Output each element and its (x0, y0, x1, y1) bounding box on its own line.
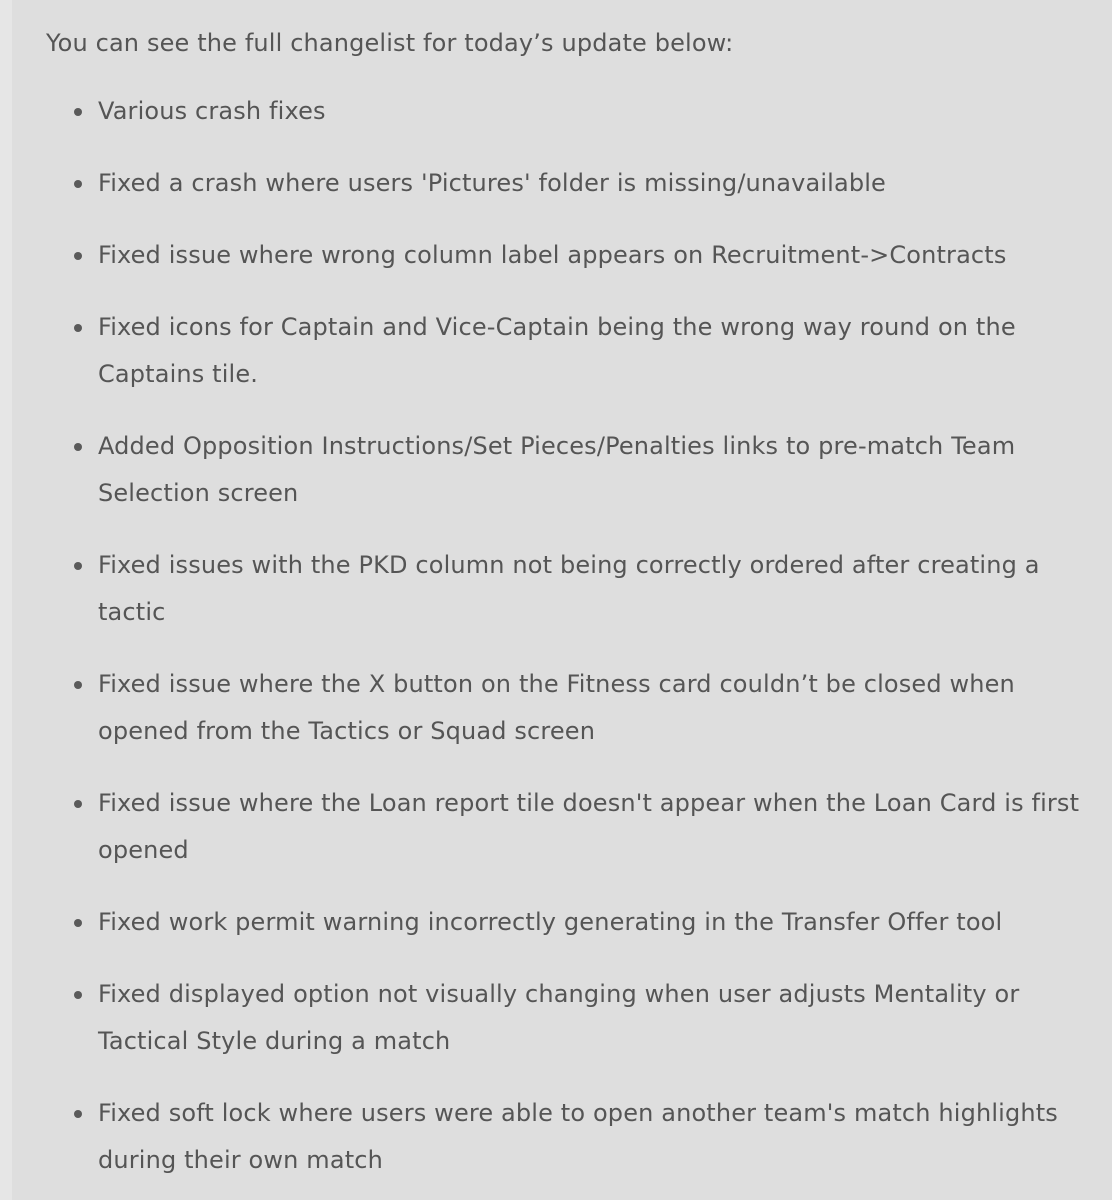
list-item (46, 232, 1096, 279)
bullet-dot-icon (74, 108, 82, 116)
list-item-text: Fixed icons for Captain and Vice-Captain being the wrong way round on the Captains tile. (98, 313, 1016, 388)
list-item-text: Added Opposition Instructions/Set Pieces/Penalties links to pre-match Team Selection screen (98, 432, 1016, 507)
bullet-dot-icon (74, 991, 82, 999)
bullet-dot-icon (74, 1110, 82, 1118)
list-item-text: Fixed a crash where users 'Pictures' folder is missing/unavailable (98, 169, 886, 197)
left-border (0, 0, 12, 1200)
bullet-dot-icon (74, 180, 82, 188)
list-item-text: Fixed work permit warning incorrectly generating in the Transfer Offer tool (98, 908, 1003, 936)
article-body (46, 22, 1096, 1184)
bullet-dot-icon (74, 681, 82, 689)
list-item-text: Fixed issues with the PKD column not being correctly ordered after creating a tactic (98, 551, 1040, 626)
list-item (46, 971, 1096, 1065)
bullet-dot-icon (74, 443, 82, 451)
list-item (46, 899, 1096, 946)
changelist (46, 88, 1096, 1184)
list-item (46, 304, 1096, 398)
bullet-dot-icon (74, 324, 82, 332)
list-item (46, 88, 1096, 135)
list-item (46, 423, 1096, 517)
list-item-text: Fixed issue where the Loan report tile doesn't appear when the Loan Card is first opened (98, 789, 1080, 864)
list-item (46, 160, 1096, 207)
list-item-text: Fixed soft lock where users were able to open another team's match highlights during their own match (98, 1099, 1058, 1174)
list-item (46, 661, 1096, 755)
list-item-text: Fixed issue where wrong column label appears on Recruitment->Contracts (98, 241, 1007, 269)
list-item-text: Fixed issue where the X button on the Fitness card couldn’t be closed when opened from the Tactics or Squad screen (98, 670, 1015, 745)
list-item-text: Fixed displayed option not visually changing when user adjusts Mentality or Tactical Style during a match (98, 980, 1020, 1055)
list-item (46, 542, 1096, 636)
list-item (46, 1090, 1096, 1184)
bullet-dot-icon (74, 919, 82, 927)
bullet-dot-icon (74, 800, 82, 808)
changelist-intro: You can see the full changelist for today’s update below: (46, 29, 734, 57)
bullet-dot-icon (74, 562, 82, 570)
bullet-dot-icon (74, 252, 82, 260)
list-item-text: Various crash fixes (98, 97, 326, 125)
list-item (46, 780, 1096, 874)
